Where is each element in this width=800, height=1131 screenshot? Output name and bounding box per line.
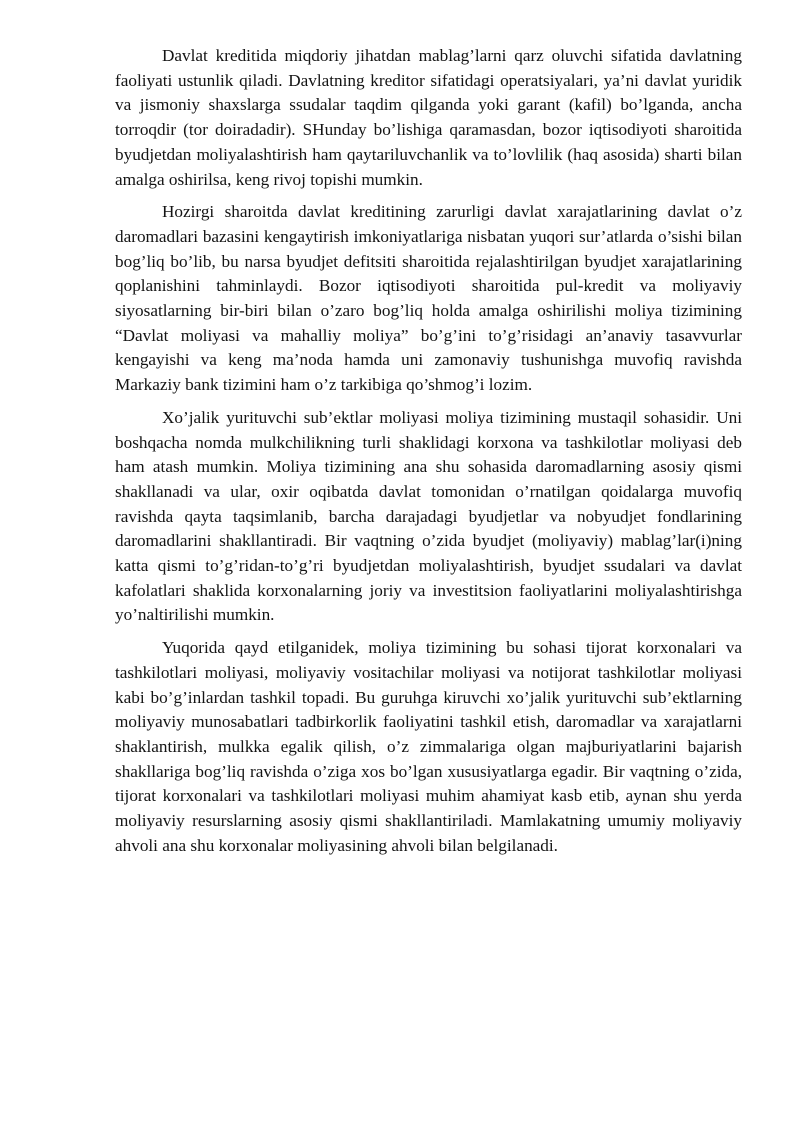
document-page <box>115 44 742 867</box>
paragraph-3: Xo’jalik yurituvchi sub’ektlar moliyasi moliya tizimining mustaqil sohasidir. Uni boshqacha nomda mulkchilikning turli shaklidagi korxona va tashkilotlar moliyasi deb ham atash mumkin. Moliya tizimining ana shu sohasida daromadlarning asosiy qismi shakllanadi va ular, oxir oqibatda davlat tomonidan o’rnatilgan qoidalarga muvofiq ravishda qayta taqsimlanib, barcha darajadagi byudjetlar va nobyudjet fondlarining daromadlarini shakllantiradi. Bir vaqtning o’zida byudjet (moliyaviy) mablag’lar(i)ning katta qismi to’g’ridan-to’g’ri byudjetdan moliyalashtirish, byudjet ssudalari va davlat kafolatlari shaklida korxonalarning joriy va investitsion faoliyatlarini moliyalashtirishga yo’naltirilishi mumkin. <box>115 407 742 625</box>
paragraph-4: Yuqorida qayd etilganidek, moliya tizimining bu sohasi tijorat korxonalari va tashkilotlari moliyasi, moliyaviy vositachilar moliyasi va notijorat tashkilotlar moliyasi kabi bo’g’inlardan tashkil topadi. Bu guruhga kiruvchi xo’jalik yurituvchi sub’ektlarning moliyaviy munosabatlari tadbirkorlik faoliyatini tashkil etish, daromadlar va xarajatlarni shaklantirish, mulkka egalik qilish, o’z zimmalariga olgan majburiyatlarini bajarish shakllariga bog’liq ravishda o’ziga xos bo’lgan xususiyatlarga egadir. Bir vaqtning o’zida, tijorat korxonalari va tashkilotlari moliyasi muhim ahamiyat kasb etib, aynan shu yerda moliyaviy resurslarning asosiy qismi shakllantiriladi. Mamlakatning umumiy moliyaviy ahvoli ana shu korxonalar moliyasining ahvoli bilan belgilanadi. <box>115 638 742 855</box>
paragraph-2: Hozirgi sharoitda davlat kreditining zarurligi davlat xarajatlarining davlat o’z daromadlari bazasini kengaytirish imkoniyatlariga nisbatan yuqori sur’atlarda o’sishi bilan bog’liq bo’lib, bu narsa byudjet defitsiti sharoitida rejalashtirilgan byudjet xarajatlarining qoplanishini tahminlaydi. Bozor iqtisodiyoti sharoitida pul-kredit va moliyaviy siyosatlarning bir-biri bilan o’zaro bog’liq holda amalga oshirilishi moliya tizimining “Davlat moliyasi va mahalliy moliya” bo’g’ini to’g’risidagi an’anaviy tasavvurlar kengayishi va keng ma’noda hamda uni zamonaviy tushunishga muvofiq ravishda Markaziy bank tizimini ham o’z tarkibiga qo’shmog’i lozim. <box>115 202 742 395</box>
paragraph-1: Davlat kreditida miqdoriy jihatdan mablag’larni qarz oluvchi sifatida davlatning faoliyati ustunlik qiladi. Davlatning kreditor sifatidagi operatsiyalari, ya’ni davlat yuridik va jismoniy shaxslarga ssudalar taqdim qilganda yoki garant (kafil) bo’lganda, ancha torroqdir (tor doiradadir). SHunday bo’lishiga qaramasdan, bozor iqtisodiyoti sharoitida byudjetdan moliyalashtirish ham qaytariluvchanlik va to’lovlilik (haq asosida) sharti bilan amalga oshirilsa, keng rivoj topishi mumkin. <box>115 46 742 189</box>
